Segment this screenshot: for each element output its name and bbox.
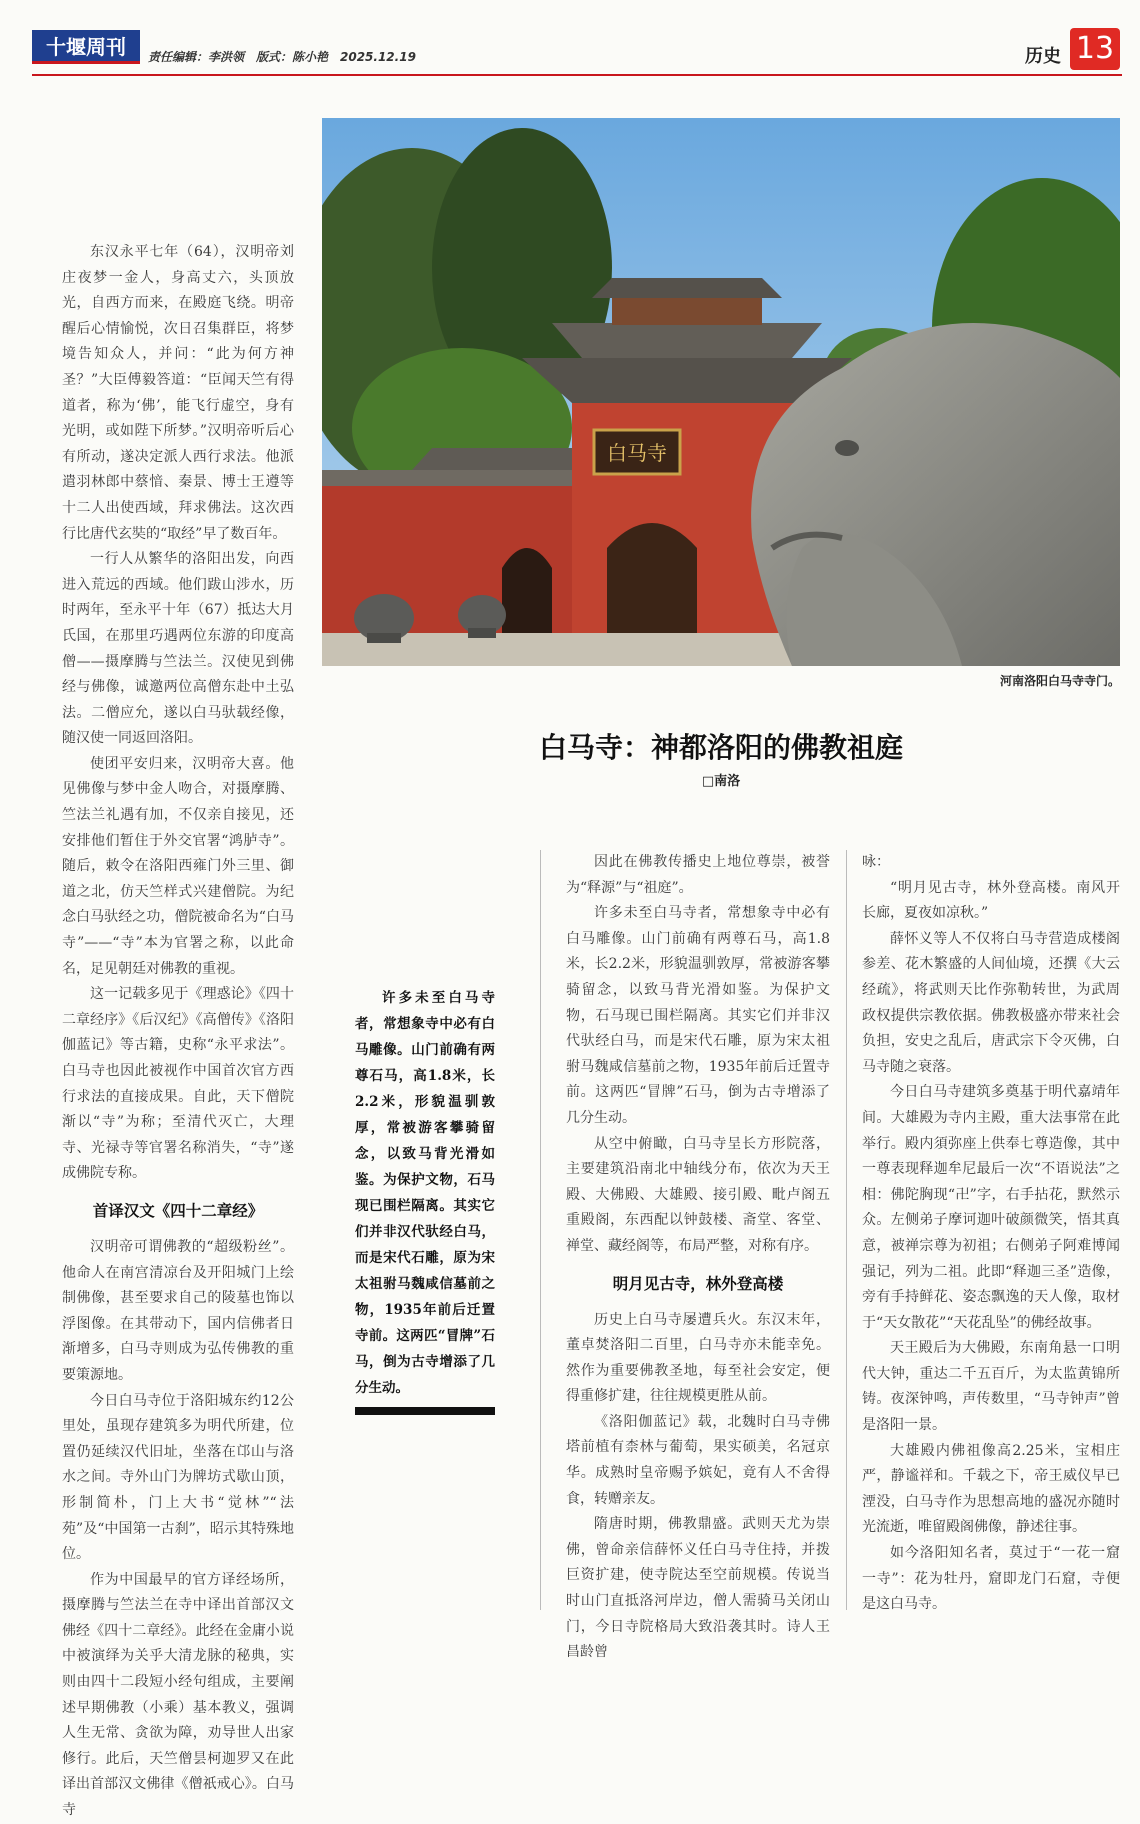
page-number-badge: 13 xyxy=(1070,28,1120,70)
paragraph: 东汉永平七年（64），汉明帝刘庄夜梦一金人，身高丈六，头顶放光，自西方而来，在殿庭飞绕。明帝醒后心情愉悦，次日召集群臣，将梦境告知众人，并问：“此为何方神圣？”大臣傅毅答道：“臣闻天竺有得道者，称为‘佛’，能飞行虚空，身有光明，或如陛下所梦。”汉明帝听后心有所动，遂决定派人西行求法。他派遣羽林郎中蔡愔、秦景、博士王遵等十二人出使西域，拜求佛法。这次西行比唐代玄奘的“取经”早了数百年。 xyxy=(62,244,294,542)
poem-quote: “明月见古寺，林外登高楼。南风开长廊，夏夜如凉秋。” xyxy=(862,879,1120,922)
paragraph: 薛怀义等人不仅将白马寺营造成楼阁参差、花木繁盛的人间仙境，还撰《大云经疏》，将武则天比作弥勒转世，为武周政权提供宗教依据。佛教极盛亦带来社会负担，安史之乱后，唐武宗下令灭佛，白马寺随之衰落。 xyxy=(862,930,1120,1075)
paragraph: 汉明帝可谓佛教的“超级粉丝”。他命人在南宫清凉台及开阳城门上绘制佛像，甚至要求自己的陵墓也饰以浮图像。在其带动下，国内信佛者日渐增多，白马寺则成为弘传佛教的重要策源地。 xyxy=(62,1238,294,1383)
temple-gate-photo xyxy=(322,118,1120,666)
paragraph: 这一记载多见于《理惑论》《四十二章经序》《后汉纪》《高僧传》《洛阳伽蓝记》等古籍，史称“永平求法”。白马寺也因此被视作中国首次官方西行求法的直接成果。自此，天下僧院渐以“寺”为称；至清代灭亡，大理寺、光禄寺等官署名称消失，“寺”遂成佛院专称。 xyxy=(62,986,294,1182)
header-divider xyxy=(32,74,1122,76)
paragraph: 如今洛阳知名者，莫过于“一花一窟一寺”：花为牡丹，窟即龙门石窟，寺便是这白马寺。 xyxy=(862,1545,1120,1613)
masthead-logo: 十堰周刊 xyxy=(32,30,140,64)
left-column xyxy=(62,240,294,1824)
photo-caption: 河南洛阳白马寺寺门。 xyxy=(999,674,1120,688)
paragraph: 一行人从繁华的洛阳出发，向西进入荒远的西域。他们跋山涉水，历时两年，至永平十年（67）抵达大月氏国，在那里巧遇两位东游的印度高僧——摄摩腾与竺法兰。汉使见到佛经与佛像，诚邀两位高僧东赴中土弘法。二僧应允，遂以白马驮载经像，随汉使一同返回洛阳。 xyxy=(62,551,294,747)
middle-column xyxy=(566,850,830,1666)
right-column xyxy=(862,850,1120,1618)
subheading: 明月见古寺，林外登高楼 xyxy=(612,1274,784,1293)
paragraph: 咏： xyxy=(862,854,890,870)
pull-quote xyxy=(355,985,495,1415)
paragraph: 从空中俯瞰，白马寺呈长方形院落，主要建筑沿南北中轴线分布，依次为天王殿、大佛殿、大雄殿、接引殿、毗卢阁五重殿阁，东西配以钟鼓楼、斋堂、客堂、禅堂、藏经阁等，布局严整，对称有序。 xyxy=(566,1135,830,1254)
paragraph: 历史上白马寺屡遭兵火。东汉末年，董卓焚洛阳二百里，白马寺亦未能幸免。然作为重要佛教圣地，每至社会安定，便得重修扩建，往往规模更胜从前。 xyxy=(566,1311,830,1405)
paragraph: 天王殿后为大佛殿，东南角悬一口明代大钟，重达二千五百斤，为太监黄锦所铸。夜深钟鸣，声传数里，“马寺钟声”曾是洛阳一景。 xyxy=(862,1340,1120,1434)
paragraph: 许多未至白马寺者，常想象寺中必有白马雕像。山门前确有两尊石马，高1.8米，长2.2米，形貌温驯敦厚，常被游客攀骑留念，以致马背光滑如鉴。为保护文物，石马现已围栏隔离。其实它们并非汉代驮经白马，而是宋代石雕，原为宋太祖驸马魏咸信墓前之物，1935年前后迁置寺前。这两匹“冒牌”石马，倒为古寺增添了几分生动。 xyxy=(566,905,830,1126)
paragraph: 隋唐时期，佛教鼎盛。武则天尤为崇佛，曾命亲信薛怀义任白马寺住持，并拨巨资扩建，使寺院达至空前规模。传说当时山门直抵洛河岸边，僧人需骑马关闭山门，今日寺院格局大致沿袭其时。诗人王昌龄曾 xyxy=(566,1516,830,1661)
article-title: 白马寺：神都洛阳的佛教祖庭 xyxy=(538,731,903,764)
paragraph: 作为中国最早的官方译经场所，摄摩腾与竺法兰在寺中译出首部汉文佛经《四十二章经》。此经在金庸小说中被演绎为关乎大清龙脉的秘典，实则由四十二段短小经句组成，主要阐述早期佛教（小乘）基本教义，强调人生无常、贪欲为障，劝导世人出家修行。此后，天竺僧昙柯迦罗又在此译出首部汉文佛律《僧祇戒心》。白马寺 xyxy=(62,1571,294,1819)
section-label: 历史 xyxy=(1025,46,1061,67)
paragraph: 今日白马寺建筑多奠基于明代嘉靖年间。大雄殿为寺内主殿，重大法事常在此举行。殿内須弥座上供奉七尊造像，其中一尊表现释迦牟尼最后一次“不语说法”之相：佛陀胸现“卍”字，右手拈花，默然示众。左侧弟子摩诃迦叶破颜微笑，悟其真意，被禅宗尊为初祖；右侧弟子阿难博闻强记，列为二祖。此即“释迦三圣”造像，旁有手持鲜花、姿态飘逸的天人像，取材于“天女散花”“天花乱坠”的佛经故事。 xyxy=(862,1084,1120,1331)
article-byline: □南洛 xyxy=(701,774,741,789)
paragraph: 今日白马寺位于洛阳城东约12公里处，虽现存建筑多为明代所建，位置仍延续汉代旧址，坐落在邙山与洛水之间。寺外山门为牌坊式歇山顶，形制简朴，门上大书“觉林”“法苑”及“中国第一古刹”，昭示其特殊地位。 xyxy=(62,1392,294,1563)
editor-info: 责任编辑：李洪领 版式：陈小艳 2025.12.19 xyxy=(148,50,416,64)
paragraph: 大雄殿内佛祖像高2.25米，宝相庄严，静谧祥和。千载之下，帝王威仪早已湮没，白马寺作为思想高地的盛况亦随时光流逝，唯留殿阁佛像，静述往事。 xyxy=(862,1442,1120,1536)
paragraph: 使团平安归来，汉明帝大喜。他见佛像与梦中金人吻合，对摄摩腾、竺法兰礼遇有加，不仅亲自接见，还安排他们暂住于外交官署“鸿胪寺”。随后，敕令在洛阳西雍门外三里、御道之北，仿天竺样式兴建僧院。为纪念白马驮经之功，僧院被命名为“白马寺”——“寺”本为官署之称，以此命名，足见朝廷对佛教的重视。 xyxy=(62,755,294,977)
pull-quote-text: 许多未至白马寺者，常想象寺中必有白马雕像。山门前确有两尊石马，高1.8米，长2.2米，形貌温驯敦厚，常被游客攀骑留念，以致马背光滑如鉴。为保护文物，石马现已围栏隔离。其实它们并非汉代驮经白马，而是宋代石雕，原为宋太祖驸马魏咸信墓前之物，1935年前后迁置寺前。这两匹“冒牌”石马，倒为古寺增添了几分生动。 xyxy=(355,990,495,1396)
paragraph: 《洛阳伽蓝记》载，北魏时白马寺佛塔前植有柰林与葡萄，果实硕美，名冠京华。成熟时皇帝赐予嫔妃，竟有人不舍得食，转赠亲友。 xyxy=(566,1413,830,1507)
subheading: 首译汉文《四十二章经》 xyxy=(92,1201,264,1220)
paragraph: 因此在佛教传播史上地位尊崇，被誉为“释源”与“祖庭”。 xyxy=(566,854,830,896)
temple-plaque: 白马寺 xyxy=(607,441,667,465)
column-divider xyxy=(540,850,541,1610)
column-divider xyxy=(846,850,847,1610)
